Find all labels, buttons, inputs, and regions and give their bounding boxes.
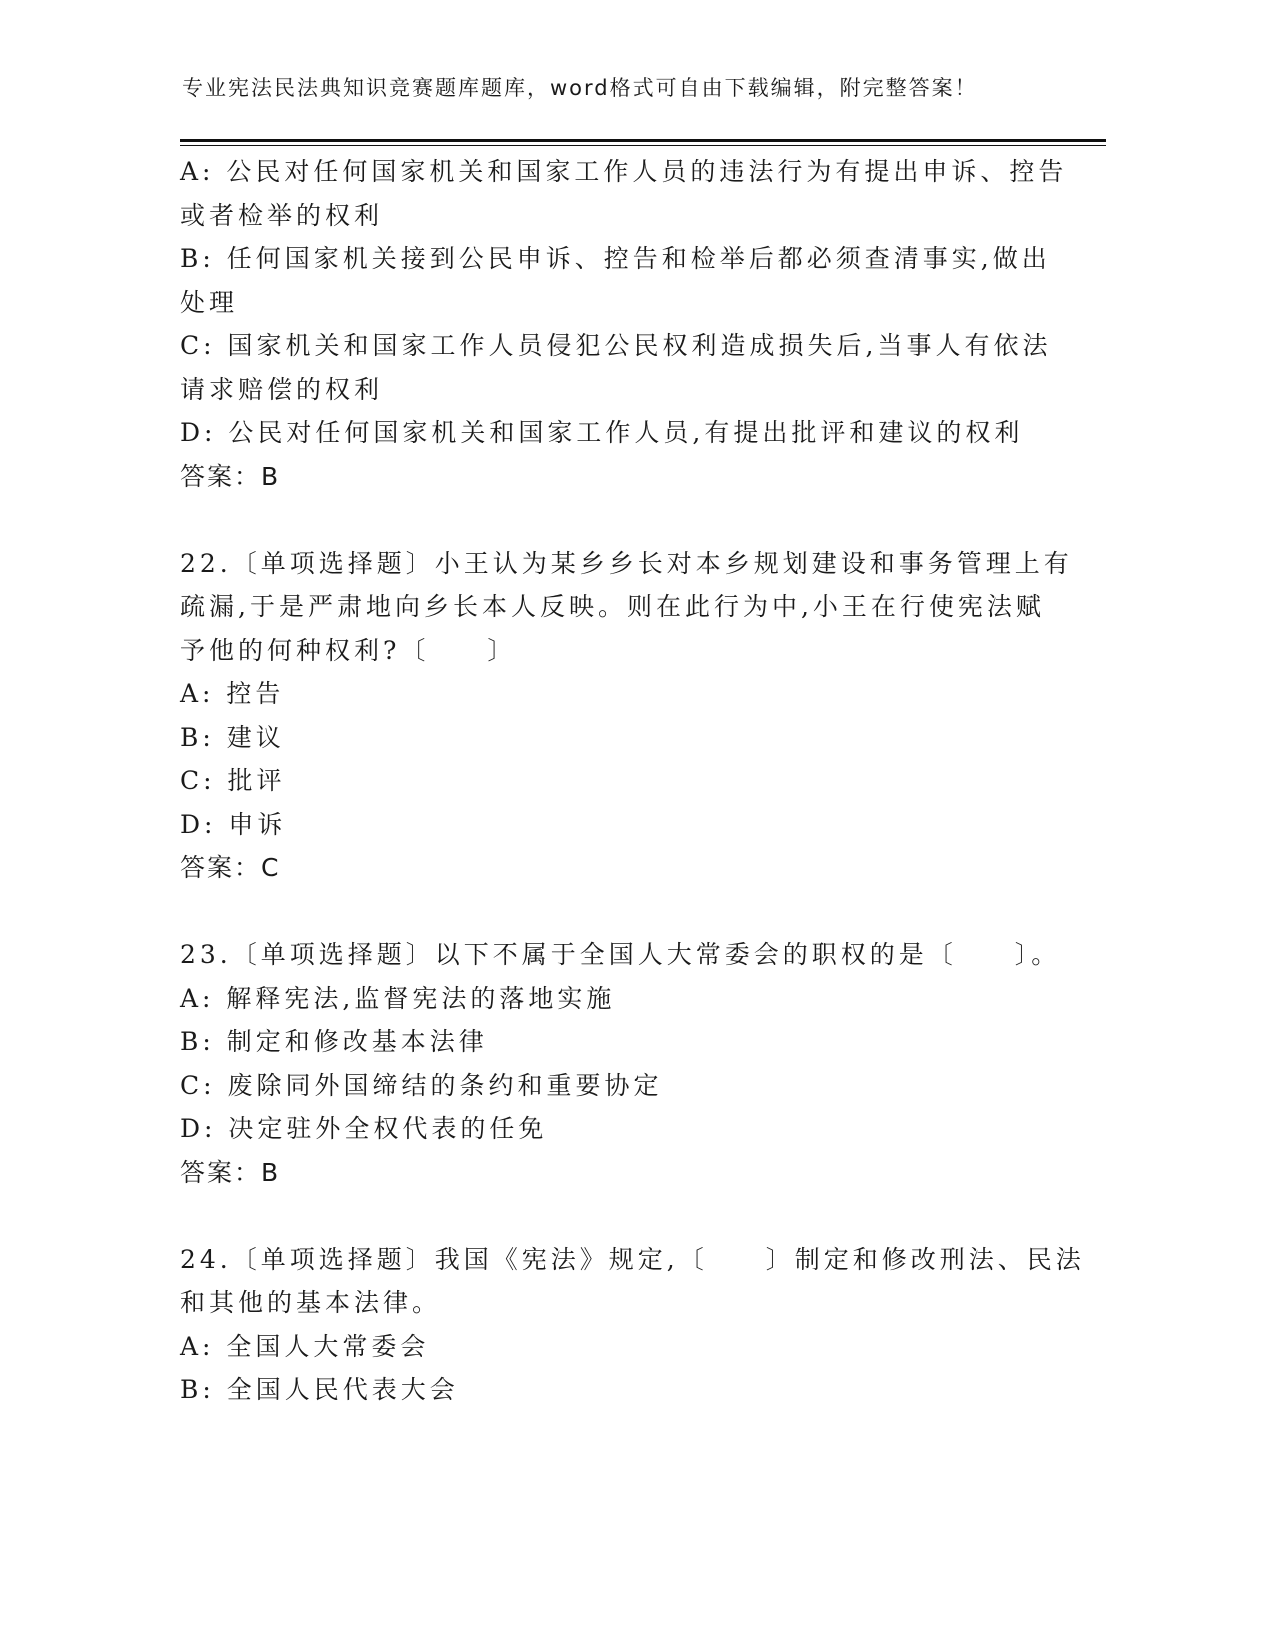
header-rule-thin (180, 145, 1106, 146)
option-d: D: 决定驻外全权代表的任免 (180, 1114, 548, 1143)
option-c-line-2: 请求赔偿的权利 (180, 374, 384, 404)
answer: 答案：C (180, 853, 281, 882)
option-a: A: 全国人大常委会 (180, 1331, 430, 1361)
option-c-line-1: C: 国家机关和国家工作人员侵犯公民权利造成损失后,当事人有依法 (180, 331, 1052, 360)
question-stem-line: 22.〔单项选择题〕小王认为某乡乡长对本乡规划建设和事务管理上有 (180, 548, 1073, 578)
question-21-tail (180, 150, 1068, 498)
spacer (180, 890, 1040, 934)
page-header: 专业宪法民法典知识竞赛题库题库，word格式可自由下载编辑，附完整答案！ (182, 76, 978, 100)
spacer (180, 498, 1040, 542)
option-b: B: 建议 (180, 722, 285, 752)
question-stem-line: 23.〔单项选择题〕以下不属于全国人大常委会的职权的是〔 〕。 (180, 940, 1061, 969)
option-a: A: 控告 (180, 679, 285, 708)
question-stem-line: 24.〔单项选择题〕我国《宪法》规定,〔 〕制定和修改刑法、民法 (180, 1244, 1085, 1274)
option-a-line-1: A: 公民对任何国家机关和国家工作人员的违法行为有提出申诉、控告 (180, 157, 1068, 186)
answer: 答案：B (180, 461, 281, 491)
header-rule-thick (180, 139, 1106, 142)
document-body (180, 150, 1085, 1412)
option-c: C: 批评 (180, 766, 286, 795)
answer: 答案：B (180, 1157, 281, 1187)
option-b-line-2: 处理 (180, 287, 239, 317)
option-a: A: 解释宪法,监督宪法的落地实施 (180, 983, 616, 1013)
option-b: B: 全国人民代表大会 (180, 1375, 459, 1404)
question-stem-line: 和其他的基本法律。 (180, 1288, 442, 1317)
option-d-line-1: D: 公民对任何国家机关和国家工作人员,有提出批评和建议的权利 (180, 418, 1024, 447)
option-b-line-1: B: 任何国家机关接到公民申诉、控告和检举后都必须查清事实,做出 (180, 244, 1051, 273)
spacer (180, 1194, 1040, 1238)
question-24 (180, 1238, 1085, 1412)
option-d: D: 申诉 (180, 809, 287, 839)
question-stem-line: 予他的何种权利?〔 〕 (180, 635, 517, 665)
option-b: B: 制定和修改基本法律 (180, 1027, 488, 1056)
question-23 (180, 933, 1061, 1194)
question-stem-line: 疏漏,于是严肃地向乡长本人反映。则在此行为中,小王在行使宪法赋 (180, 592, 1045, 621)
option-a-line-2: 或者检举的权利 (180, 200, 384, 230)
question-22 (180, 542, 1073, 890)
option-c: C: 废除同外国缔结的条约和重要协定 (180, 1070, 663, 1100)
